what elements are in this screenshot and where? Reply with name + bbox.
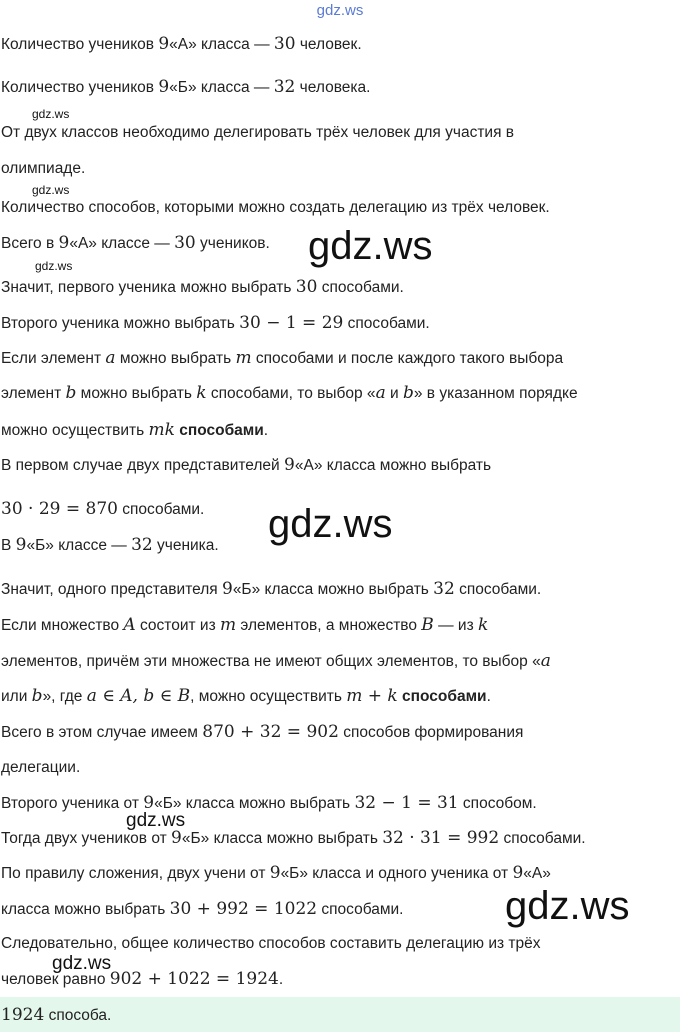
text-line: Количество учеников 9«А» класса — 30 человек. [1, 34, 362, 54]
text-line: олимпиаде. [1, 160, 86, 177]
text-line: Количество учеников 9«Б» класса — 32 человека. [1, 77, 371, 97]
text-line: 30 · 29 = 870 способами. [1, 499, 205, 519]
text-line: Если множество A состоит из m элементов, а множество B — из k [1, 615, 489, 635]
watermark-medium: gdz.ws [52, 953, 112, 974]
watermark-large: gdz.ws [505, 884, 630, 928]
watermark-large: gdz.ws [308, 224, 433, 268]
watermark-small: gdz.ws [32, 107, 70, 121]
watermark-large: gdz.ws [268, 502, 393, 546]
text-line: элементов, причём эти множества не имеют общих элементов, то выбор «a [1, 651, 551, 671]
text-line: Количество способов, которыми можно создать делегацию из трёх человек. [1, 199, 550, 216]
text-line: Следовательно, общее количество способов составить делегацию из трёх [1, 935, 541, 952]
text-line: элемент b можно выбрать k способами, то выбор «a и b» в указанном порядке [1, 383, 578, 403]
text-line: Второго ученика можно выбрать 30 − 1 = 29 способами. [1, 313, 430, 333]
answer-text: 1924 способа. [1, 1005, 112, 1025]
watermark-small: gdz.ws [32, 183, 70, 197]
text-line: Значит, одного представителя 9«Б» класса можно выбрать 32 способами. [1, 579, 542, 599]
text-line: Тогда двух учеников от 9«Б» класса можно выбрать 32 · 31 = 992 способами. [1, 828, 586, 848]
text-line: В первом случае двух представителей 9«А» класса можно выбрать [1, 455, 492, 475]
answer-box [0, 997, 680, 1032]
text-line: Всего в 9«А» классе — 30 учеников. [1, 233, 270, 253]
text-line: Если элемент a можно выбрать m способами и после каждого такого выбора [1, 348, 564, 368]
text-line: можно осуществить mk способами. [1, 420, 269, 440]
text-line: делегации. [1, 759, 81, 776]
text-line: или b», где a ∈ A, b ∈ B, можно осуществить m + k способами. [1, 686, 491, 706]
text-line: класса можно выбрать 30 + 992 = 1022 способами. [1, 899, 404, 919]
text-line: В 9«Б» классе — 32 ученика. [1, 535, 219, 555]
text-line: Второго ученика от 9«Б» класса можно выбрать 32 − 1 = 31 способом. [1, 793, 537, 813]
watermark-top: gdz.ws [316, 2, 364, 19]
watermark-medium: gdz.ws [126, 810, 186, 831]
text-line: Значит, первого ученика можно выбрать 30 способами. [1, 277, 404, 297]
text-line: По правилу сложения, двух учени от 9«Б» класса и одного ученика от 9«А» [1, 863, 551, 883]
watermark-small: gdz.ws [35, 259, 73, 273]
text-line: человек равно 902 + 1022 = 1924. [1, 969, 284, 989]
text-line: Всего в этом случае имеем 870 + 32 = 902 способов формирования [1, 722, 524, 742]
text-line: От двух классов необходимо делегировать трёх человек для участия в [1, 124, 515, 141]
